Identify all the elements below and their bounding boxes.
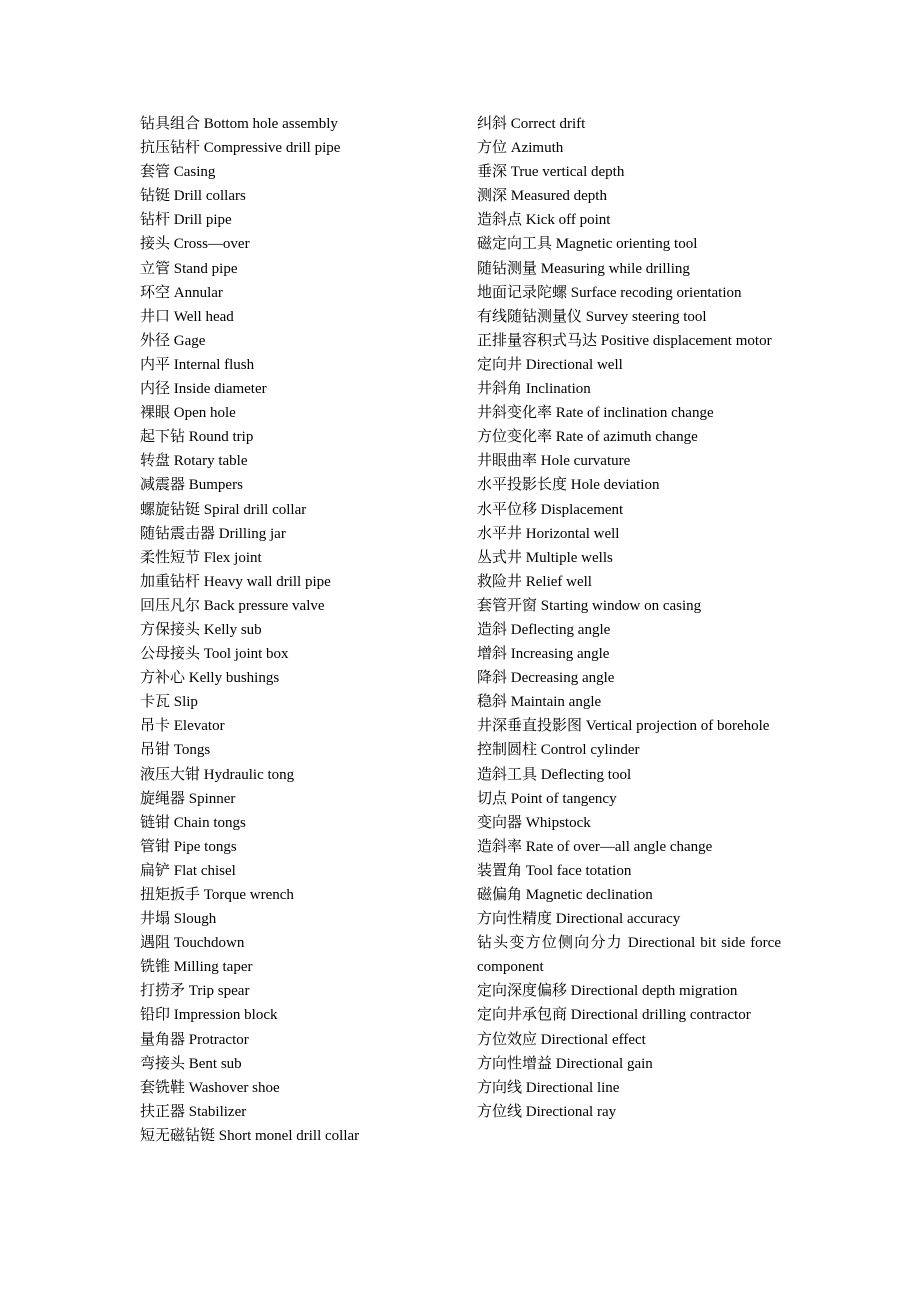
glossary-entry: 短无磁钻铤 Short monel drill collar bbox=[140, 1127, 360, 1144]
glossary-entry: 方向线 Directional line bbox=[477, 1079, 620, 1096]
glossary-entry: 套铣鞋 Washover shoe bbox=[140, 1079, 280, 1096]
glossary-entry: 正排量容积式马达 Positive displacement motor bbox=[477, 332, 772, 349]
glossary-entry: 随钻测量 Measuring while drilling bbox=[477, 260, 690, 277]
glossary-entry: 柔性短节 Flex joint bbox=[140, 549, 262, 566]
glossary-entry: 纠斜 Correct drift bbox=[477, 116, 586, 132]
glossary-entry: 套管 Casing bbox=[140, 164, 216, 181]
glossary-entry: 方位 Azimuth bbox=[477, 140, 564, 157]
glossary-entry: 方保接头 Kelly sub bbox=[140, 621, 262, 638]
glossary-entry: 外径 Gage bbox=[140, 332, 206, 349]
glossary-entry: 水平井 Horizontal well bbox=[477, 525, 620, 542]
glossary-entry: 磁偏角 Magnetic declination bbox=[477, 887, 653, 903]
glossary-entry: 井眼曲率 Hole curvature bbox=[477, 453, 631, 470]
glossary-entry: 方补心 Kelly bushings bbox=[140, 670, 280, 687]
glossary-entry: 铣锥 Milling taper bbox=[140, 959, 253, 976]
glossary-entry: 定向井承包商 Directional drilling contractor bbox=[477, 1007, 751, 1024]
glossary-entry: 丛式井 Multiple wells bbox=[477, 549, 613, 566]
glossary-entry: 有线随钻测量仪 Survey steering tool bbox=[477, 308, 707, 325]
glossary-entry: 管钳 Pipe tongs bbox=[140, 838, 237, 855]
glossary-entry: 打捞矛 Trip spear bbox=[140, 983, 250, 1000]
right-term-column bbox=[477, 112, 781, 1124]
glossary-entry: 加重钻杆 Heavy wall drill pipe bbox=[140, 573, 331, 590]
glossary-entry: 垂深 True vertical depth bbox=[477, 164, 625, 181]
glossary-entry: 回压凡尔 Back pressure valve bbox=[140, 597, 325, 614]
glossary-entry: 地面记录陀螺 Surface recoding orientation bbox=[477, 284, 742, 301]
glossary-entry: 螺旋钻铤 Spiral drill collar bbox=[140, 501, 307, 518]
glossary-entry: 扭矩扳手 Torque wrench bbox=[140, 887, 294, 903]
glossary-entry: 降斜 Decreasing angle bbox=[477, 670, 615, 687]
glossary-entry: 弯接头 Bent sub bbox=[140, 1055, 242, 1072]
glossary-entry: 接头 Cross—over bbox=[140, 236, 250, 253]
glossary-entry: 抗压钻杆 Compressive drill pipe bbox=[140, 140, 341, 157]
glossary-entry: 切点 Point of tangency bbox=[477, 790, 617, 807]
glossary-entry: 造斜工具 Deflecting tool bbox=[477, 766, 632, 783]
glossary-entry: 井斜变化率 Rate of inclination change bbox=[477, 405, 714, 422]
glossary-entry: 转盘 Rotary table bbox=[140, 453, 248, 470]
glossary-entry: 方向性精度 Directional accuracy bbox=[477, 911, 681, 928]
glossary-entry: 定向深度偏移 Directional depth migration bbox=[477, 983, 738, 1000]
glossary-entry: 套管开窗 Starting window on casing bbox=[477, 597, 702, 614]
glossary-entry: 井口 Well head bbox=[140, 308, 234, 325]
glossary-entry: 铅印 Impression block bbox=[140, 1007, 278, 1024]
glossary-entry: 井斜角 Inclination bbox=[477, 381, 591, 398]
glossary-entry: 井深垂直投影图 Vertical projection of borehole bbox=[477, 718, 770, 735]
glossary-entry: 减震器 Bumpers bbox=[140, 477, 243, 494]
glossary-entry: 方向性增益 Directional gain bbox=[477, 1055, 653, 1072]
glossary-entry: 稳斜 Maintain angle bbox=[477, 694, 602, 711]
glossary-entry: 遇阻 Touchdown bbox=[140, 935, 245, 952]
glossary-entry: 钻头变方位侧向分力 Directional bit side force component bbox=[477, 935, 781, 976]
glossary-entry: 旋绳器 Spinner bbox=[140, 790, 236, 807]
glossary-entry: 水平投影长度 Hole deviation bbox=[477, 477, 660, 494]
glossary-entry: 装置角 Tool face totation bbox=[477, 862, 632, 879]
glossary-entry: 公母接头 Tool joint box bbox=[140, 646, 289, 663]
glossary-entry: 方位线 Directional ray bbox=[477, 1103, 617, 1120]
glossary-entry: 造斜率 Rate of over—all angle change bbox=[477, 838, 713, 855]
glossary-entry: 链钳 Chain tongs bbox=[140, 814, 246, 831]
glossary-entry: 起下钻 Round trip bbox=[140, 429, 254, 446]
glossary-entry: 磁定向工具 Magnetic orienting tool bbox=[477, 236, 698, 253]
glossary-entry: 方位变化率 Rate of azimuth change bbox=[477, 429, 698, 446]
glossary-entry: 测深 Measured depth bbox=[477, 188, 607, 205]
glossary-entry: 立管 Stand pipe bbox=[140, 260, 238, 277]
glossary-entry: 扁铲 Flat chisel bbox=[140, 862, 236, 879]
glossary-entry: 钻具组合 Bottom hole assembly bbox=[140, 116, 338, 132]
glossary-entry: 内径 Inside diameter bbox=[140, 381, 267, 398]
glossary-entry: 定向井 Directional well bbox=[477, 356, 623, 373]
glossary-entry: 吊卡 Elevator bbox=[140, 718, 225, 735]
glossary-entry: 救险井 Relief well bbox=[477, 573, 592, 590]
glossary-entry: 环空 Annular bbox=[140, 284, 223, 301]
glossary-entry: 裸眼 Open hole bbox=[140, 405, 236, 422]
glossary-entry: 吊钳 Tongs bbox=[140, 742, 211, 759]
glossary-entry: 变向器 Whipstock bbox=[477, 814, 591, 831]
glossary-entry: 造斜 Deflecting angle bbox=[477, 621, 611, 638]
glossary-entry: 控制圆柱 Control cylinder bbox=[477, 742, 640, 759]
glossary-entry: 增斜 Increasing angle bbox=[477, 646, 610, 663]
glossary-entry: 造斜点 Kick off point bbox=[477, 212, 611, 229]
glossary-entry: 井塌 Slough bbox=[140, 911, 217, 928]
glossary-entry: 水平位移 Displacement bbox=[477, 501, 624, 518]
glossary-entry: 方位效应 Directional effect bbox=[477, 1031, 646, 1048]
glossary-entry: 量角器 Protractor bbox=[140, 1031, 249, 1048]
glossary-entry: 钻铤 Drill collars bbox=[140, 188, 246, 205]
glossary-entry: 液压大钳 Hydraulic tong bbox=[140, 766, 295, 783]
glossary-entry: 扶正器 Stabilizer bbox=[140, 1103, 247, 1120]
glossary-entry: 随钻震击器 Drilling jar bbox=[140, 525, 286, 542]
glossary-entry: 内平 Internal flush bbox=[140, 356, 255, 373]
left-term-column bbox=[140, 112, 440, 1148]
glossary-entry: 钻杆 Drill pipe bbox=[140, 212, 232, 229]
glossary-entry: 卡瓦 Slip bbox=[140, 694, 198, 711]
